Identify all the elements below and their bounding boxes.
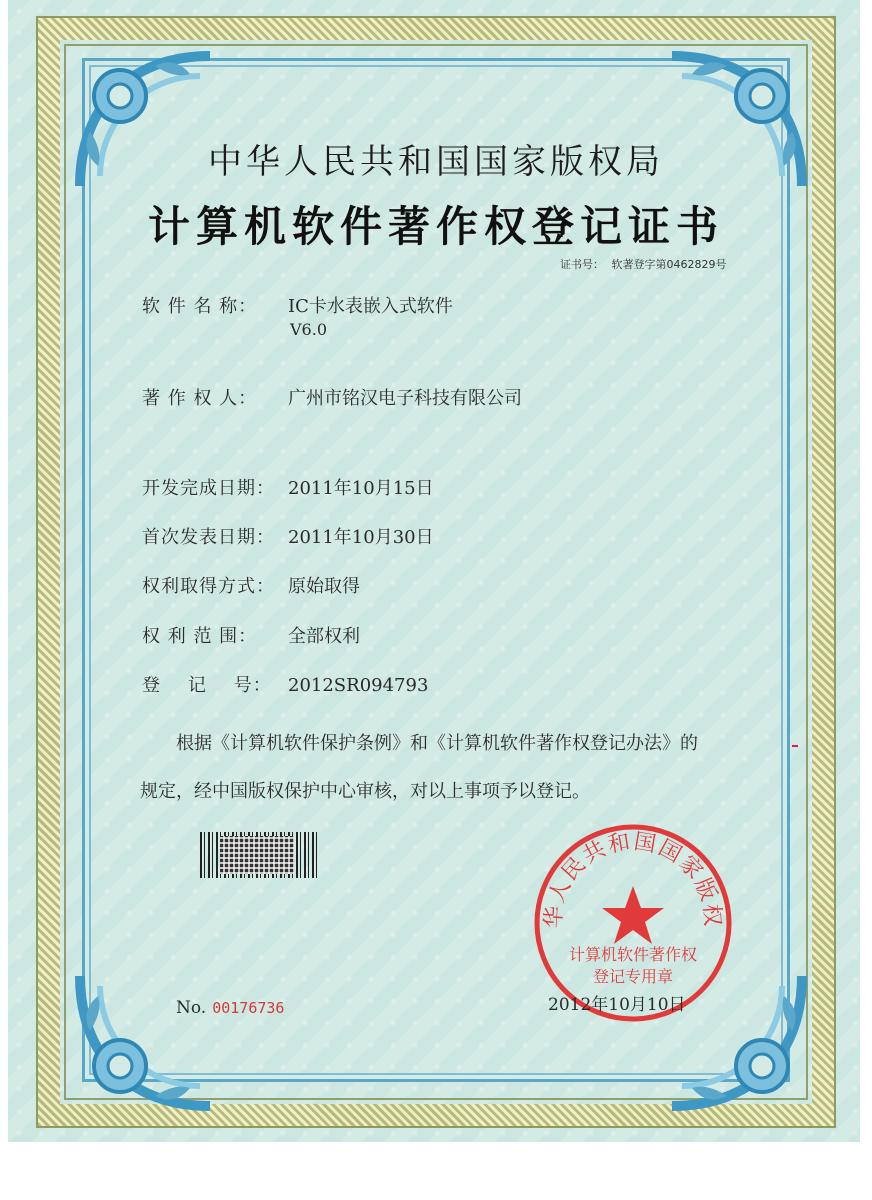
corner-ornament-bottom-left (60, 956, 230, 1126)
field-label: 权 利 范 围： (142, 626, 258, 647)
field-value: 全部权利 (288, 626, 360, 647)
field-label: 软 件 名 称： (142, 296, 258, 317)
field-publish-date (142, 523, 434, 549)
serial-number (176, 998, 284, 1018)
field-copyright-owner (142, 384, 522, 410)
field-acquisition-method (142, 572, 360, 598)
certificate-number-value: 软著登字第0462829号 (611, 258, 727, 271)
field-value: 2011年10月15日 (288, 478, 434, 499)
field-label: 权利取得方式： (142, 576, 275, 597)
ink-mark (792, 745, 798, 747)
field-value: 2011年10月30日 (288, 527, 434, 548)
issue-date: 2012年10月10日 (548, 995, 686, 1015)
field-rights-scope (142, 622, 360, 648)
field-value: IC卡水表嵌入式软件 (288, 296, 453, 317)
serial-label: No. (176, 998, 207, 1018)
certificate-number-label: 证书号： (560, 258, 604, 271)
seal-ring-text: 华人民共和国国家版权 (541, 829, 725, 929)
field-label: 登 记 号： (142, 675, 272, 696)
software-version: V6.0 (290, 320, 327, 339)
issuer-title: 中华人民共和国国家版权局 (208, 142, 664, 182)
barcode (200, 832, 318, 878)
seal-inner-line: 登记专用章 (592, 967, 673, 986)
certificate-title: 计算机软件著作权登记证书 (147, 202, 724, 251)
statement-line: 规定，经中国版权保护中心审核，对以上事项予以登记。 (140, 781, 590, 802)
field-registration-number (142, 671, 428, 697)
star-icon (602, 886, 664, 944)
field-label: 首次发表日期： (142, 527, 275, 548)
statement-line: 根据《计算机软件保护条例》和《计算机软件著作权登记办法》的 (176, 733, 698, 754)
certificate-number (560, 256, 731, 272)
statement-paragraph (140, 720, 798, 816)
field-value: 2012SR094793 (288, 675, 429, 696)
field-value: 原始取得 (288, 576, 360, 597)
field-software-name (142, 292, 453, 318)
field-label: 著 作 权 人： (142, 388, 258, 409)
serial-value: 00176736 (212, 999, 285, 1017)
field-value: 广州市铭汉电子科技有限公司 (288, 388, 522, 409)
seal-inner-line: 计算机软件著作权 (568, 945, 697, 964)
field-completion-date (142, 474, 434, 500)
field-label: 开发完成日期： (142, 478, 275, 499)
